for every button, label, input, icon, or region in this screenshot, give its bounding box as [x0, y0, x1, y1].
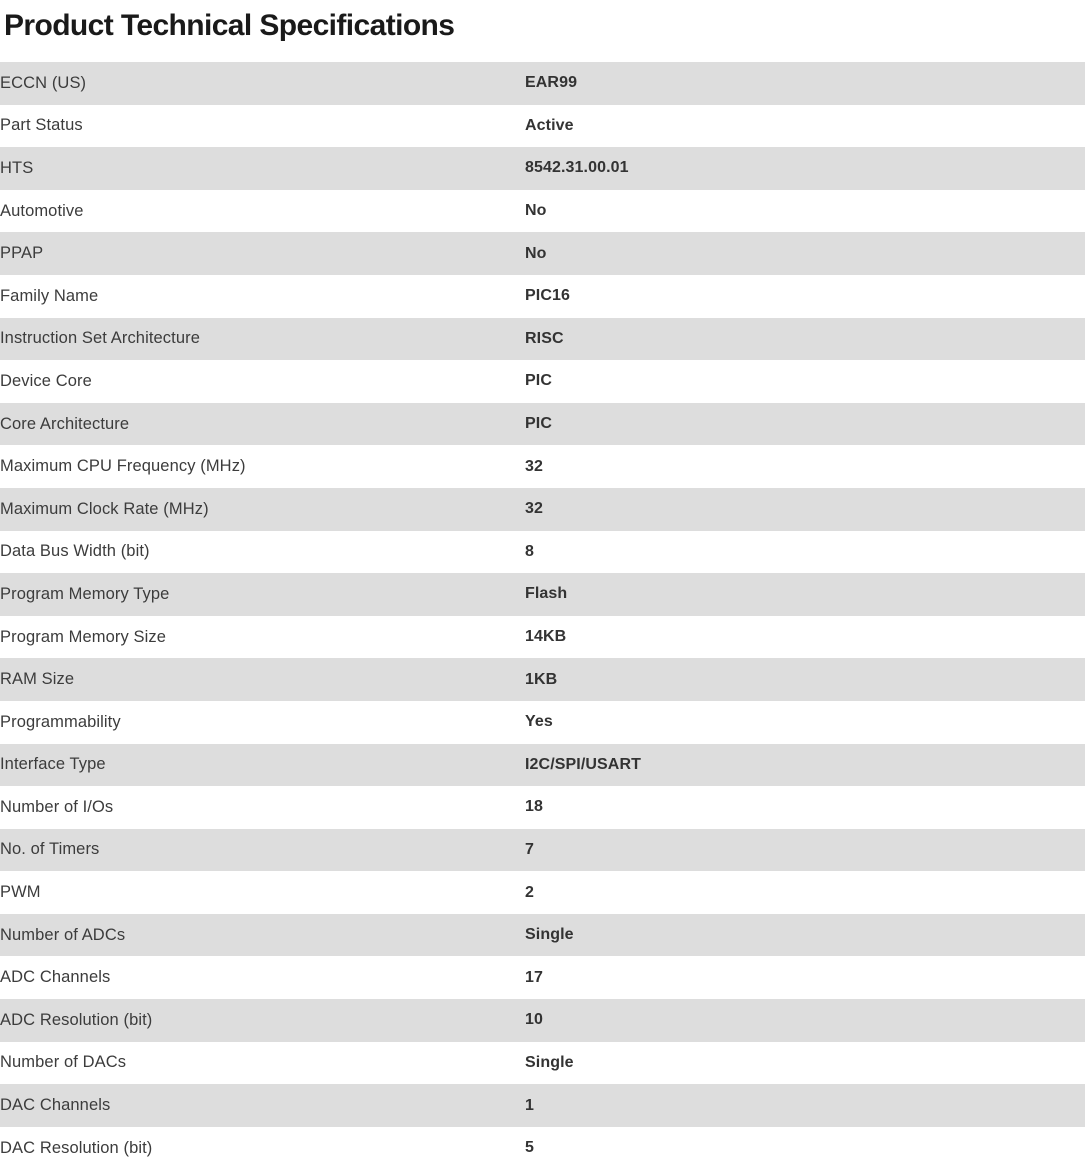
table-row [0, 744, 1085, 787]
spec-label: Program Memory Size [0, 627, 167, 646]
spec-label: Maximum Clock Rate (MHz) [0, 499, 209, 518]
table-row [0, 275, 1085, 318]
spec-label: Number of ADCs [0, 925, 126, 944]
spec-value: 8542.31.00.01 [525, 159, 629, 177]
spec-value: 32 [525, 457, 543, 475]
spec-label: No. of Timers [0, 840, 100, 859]
table-row [0, 232, 1085, 275]
spec-label: Part Status [0, 116, 83, 135]
product-specifications-table [0, 62, 1085, 1169]
spec-value: 7 [525, 840, 534, 858]
spec-label: Programmability [0, 712, 121, 731]
spec-label: RAM Size [0, 670, 75, 689]
spec-value: 2 [525, 883, 534, 901]
spec-label: ADC Resolution (bit) [0, 1010, 153, 1029]
spec-label: ECCN (US) [0, 73, 87, 92]
spec-value: Single [525, 1053, 574, 1071]
spec-value: 1KB [525, 670, 558, 688]
spec-label: DAC Resolution (bit) [0, 1138, 153, 1157]
table-row [0, 445, 1085, 488]
spec-value: Single [525, 926, 574, 944]
table-row [0, 1127, 1085, 1169]
specifications-body [0, 62, 1085, 1169]
table-row [0, 658, 1085, 701]
table-row [0, 616, 1085, 659]
table-row [0, 105, 1085, 148]
spec-value: 18 [525, 798, 543, 816]
spec-value: 5 [525, 1139, 534, 1157]
table-row [0, 829, 1085, 872]
spec-label: PPAP [0, 244, 44, 263]
table-row [0, 914, 1085, 957]
table-row [0, 1042, 1085, 1085]
spec-label: ADC Channels [0, 968, 111, 987]
spec-value: 1 [525, 1096, 534, 1114]
spec-value: 17 [525, 968, 543, 986]
spec-label: Core Architecture [0, 414, 130, 433]
table-row [0, 360, 1085, 403]
table-row [0, 701, 1085, 744]
table-row [0, 190, 1085, 233]
spec-label: Interface Type [0, 755, 106, 774]
table-row [0, 1084, 1085, 1127]
spec-value: EAR99 [525, 74, 578, 92]
spec-value: 14KB [525, 628, 567, 646]
spec-label: Number of I/Os [0, 797, 114, 816]
spec-value: 8 [525, 542, 534, 560]
table-row [0, 531, 1085, 574]
spec-label: Data Bus Width (bit) [0, 542, 150, 561]
spec-value: No [525, 244, 547, 262]
spec-value: 32 [525, 500, 543, 518]
table-row [0, 956, 1085, 999]
spec-label: Maximum CPU Frequency (MHz) [0, 457, 246, 476]
page-title: Product Technical Specifications [4, 9, 455, 42]
spec-value: I2C/SPI/USART [525, 755, 641, 773]
table-row [0, 573, 1085, 616]
spec-label: Number of DACs [0, 1053, 127, 1072]
table-row [0, 403, 1085, 446]
table-row [0, 62, 1085, 105]
spec-label: Instruction Set Architecture [0, 329, 200, 348]
table-row [0, 147, 1085, 190]
spec-label: HTS [0, 158, 34, 177]
table-row [0, 786, 1085, 829]
table-row [0, 488, 1085, 531]
table-row [0, 318, 1085, 361]
spec-value: 10 [525, 1011, 543, 1029]
spec-label: DAC Channels [0, 1096, 111, 1115]
spec-value: RISC [525, 329, 564, 347]
spec-value: Yes [525, 713, 553, 731]
spec-label: Family Name [0, 286, 99, 305]
spec-label: Program Memory Type [0, 584, 170, 603]
spec-label: Device Core [0, 371, 92, 390]
table-row [0, 871, 1085, 914]
spec-label: PWM [0, 883, 41, 902]
spec-value: PIC [525, 415, 552, 433]
spec-value: PIC [525, 372, 552, 390]
spec-value: PIC16 [525, 287, 570, 305]
spec-value: No [525, 202, 547, 220]
spec-label: Automotive [0, 201, 84, 220]
spec-value: Active [525, 116, 574, 134]
table-row [0, 999, 1085, 1042]
spec-value: Flash [525, 585, 568, 603]
